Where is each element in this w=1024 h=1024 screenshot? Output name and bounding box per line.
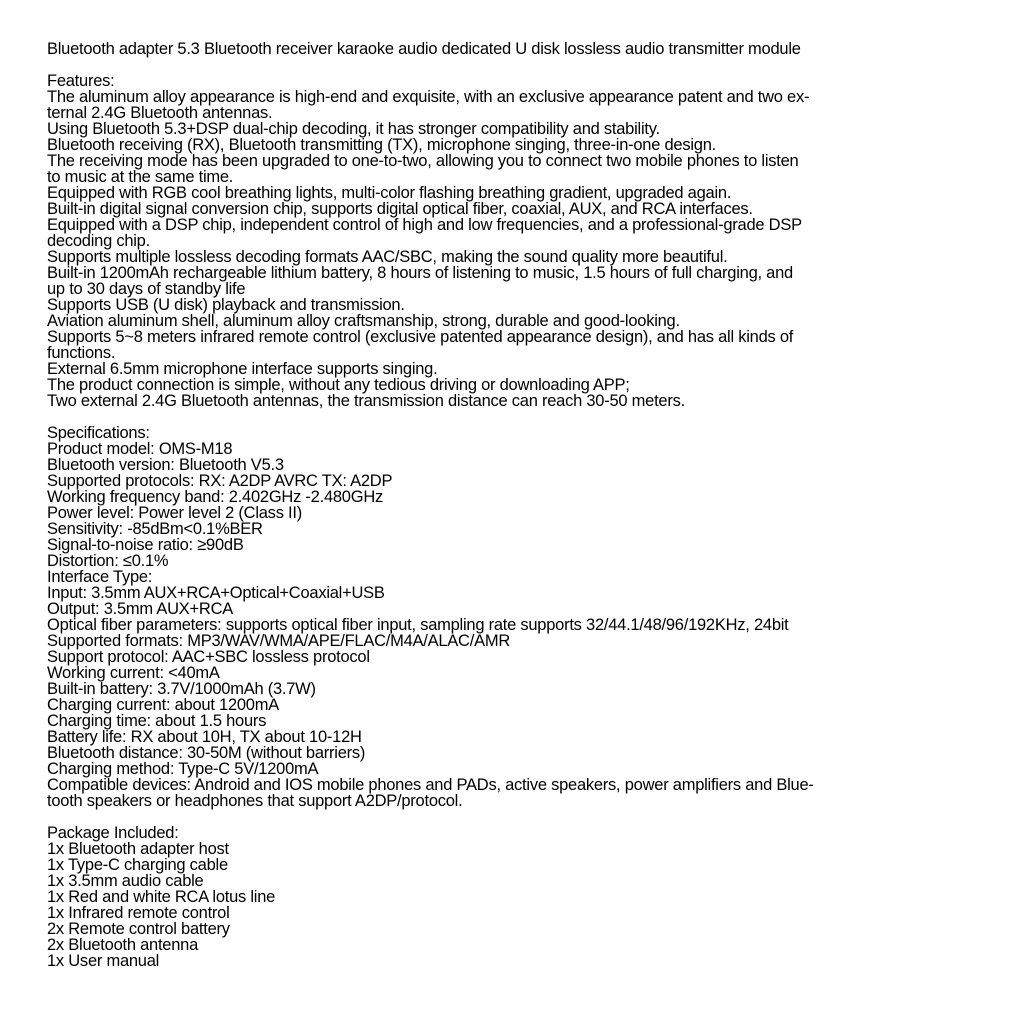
specifications-section <box>47 425 964 809</box>
feature-line: Equipped with a DSP chip, independent control of high and low frequencies, and a professional-grade DSP <box>47 215 802 234</box>
package-included-section <box>47 825 964 969</box>
section-spacer <box>47 409 964 425</box>
spec-line: Supported protocols: RX: A2DP AVRC TX: A2DP <box>47 471 393 490</box>
spec-line: tooth speakers or headphones that support A2DP/protocol. <box>47 791 463 810</box>
feature-line: The receiving mode has been upgraded to one-to-two, allowing you to connect two mobile phones to listen <box>47 151 799 170</box>
spec-line: Built-in battery: 3.7V/1000mAh (3.7W) <box>47 679 316 698</box>
spec-line: Distortion: ≤0.1% <box>47 551 169 570</box>
spec-line: Working current: <40mA <box>47 663 220 682</box>
package-item: 2x Bluetooth antenna <box>47 935 199 954</box>
spec-line: Working frequency band: 2.402GHz -2.480GHz <box>47 487 383 506</box>
spec-line: Battery life: RX about 10H, TX about 10-12H <box>47 727 362 746</box>
package-item: 1x 3.5mm audio cable <box>47 871 204 890</box>
feature-line: Bluetooth receiving (RX), Bluetooth transmitting (TX), microphone singing, three-in-one design. <box>47 135 716 154</box>
features-heading: Features: <box>47 71 115 90</box>
page-title: Bluetooth adapter 5.3 Bluetooth receiver karaoke audio dedicated U disk lossless audio transmitter module <box>47 39 801 58</box>
package-item: 1x Infrared remote control <box>47 903 230 922</box>
feature-line: Supports 5~8 meters infrared remote control (exclusive patented appearance design), and has all kinds of <box>47 327 794 346</box>
spec-line: Charging current: about 1200mA <box>47 695 279 714</box>
document-page <box>47 41 964 969</box>
package-item: 1x Red and white RCA lotus line <box>47 887 276 906</box>
spec-line: Interface Type: <box>47 567 153 586</box>
feature-line: The product connection is simple, without any tedious driving or downloading APP; <box>47 375 630 394</box>
feature-line: to music at the same time. <box>47 167 234 186</box>
spec-line: Input: 3.5mm AUX+RCA+Optical+Coaxial+USB <box>47 583 385 602</box>
section-spacer <box>47 809 964 825</box>
spec-line: Bluetooth version: Bluetooth V5.3 <box>47 455 284 474</box>
feature-line: Two external 2.4G Bluetooth antennas, the transmission distance can reach 30-50 meters. <box>47 391 685 410</box>
feature-line: decoding chip. <box>47 231 150 250</box>
feature-line: Built-in digital signal conversion chip, supports digital optical fiber, coaxial, AUX, and RCA interfaces. <box>47 199 753 218</box>
feature-line: Equipped with RGB cool breathing lights, multi-color flashing breathing gradient, upgraded again. <box>47 183 732 202</box>
feature-line: Supports multiple lossless decoding formats AAC/SBC, making the sound quality more beautiful. <box>47 247 728 266</box>
specifications-heading: Specifications: <box>47 423 150 442</box>
spec-line: Optical fiber parameters: supports optical fiber input, sampling rate supports 32/44.1/48/96/192KHz, 24bit <box>47 615 789 634</box>
spec-line: Power level: Power level 2 (Class II) <box>47 503 302 522</box>
feature-line: Built-in 1200mAh rechargeable lithium battery, 8 hours of listening to music, 1.5 hours of full charging, and <box>47 263 793 282</box>
package-item: 1x User manual <box>47 951 160 970</box>
spec-line: Compatible devices: Android and IOS mobile phones and PADs, active speakers, power amplifiers and Blue- <box>47 775 814 794</box>
feature-line: up to 30 days of standby life <box>47 279 246 298</box>
spec-line: Charging method: Type-C 5V/1200mA <box>47 759 319 778</box>
feature-line: ternal 2.4G Bluetooth antennas. <box>47 103 273 122</box>
feature-line: functions. <box>47 343 116 362</box>
section-spacer <box>47 57 964 73</box>
feature-line: Using Bluetooth 5.3+DSP dual-chip decoding, it has stronger compatibility and stability. <box>47 119 660 138</box>
package-item: 2x Remote control battery <box>47 919 230 938</box>
spec-line: Sensitivity: -85dBm<0.1%BER <box>47 519 263 538</box>
spec-line: Signal-to-noise ratio: ≥90dB <box>47 535 244 554</box>
feature-line: The aluminum alloy appearance is high-end and exquisite, with an exclusive appearance patent and two ex- <box>47 87 810 106</box>
package-item: 1x Bluetooth adapter host <box>47 839 229 858</box>
spec-line: Bluetooth distance: 30-50M (without barriers) <box>47 743 366 762</box>
feature-line: External 6.5mm microphone interface supports singing. <box>47 359 438 378</box>
package-item: 1x Type-C charging cable <box>47 855 228 874</box>
feature-line: Aviation aluminum shell, aluminum alloy craftsmanship, strong, durable and good-looking. <box>47 311 680 330</box>
spec-line: Output: 3.5mm AUX+RCA <box>47 599 233 618</box>
feature-line: Supports USB (U disk) playback and transmission. <box>47 295 405 314</box>
spec-line: Supported formats: MP3/WAV/WMA/APE/FLAC/M4A/ALAC/AMR <box>47 631 510 650</box>
features-section <box>47 73 964 409</box>
spec-line: Support protocol: AAC+SBC lossless protocol <box>47 647 370 666</box>
spec-line: Product model: OMS-M18 <box>47 439 233 458</box>
package-included-heading: Package Included: <box>47 823 179 842</box>
spec-line: Charging time: about 1.5 hours <box>47 711 267 730</box>
